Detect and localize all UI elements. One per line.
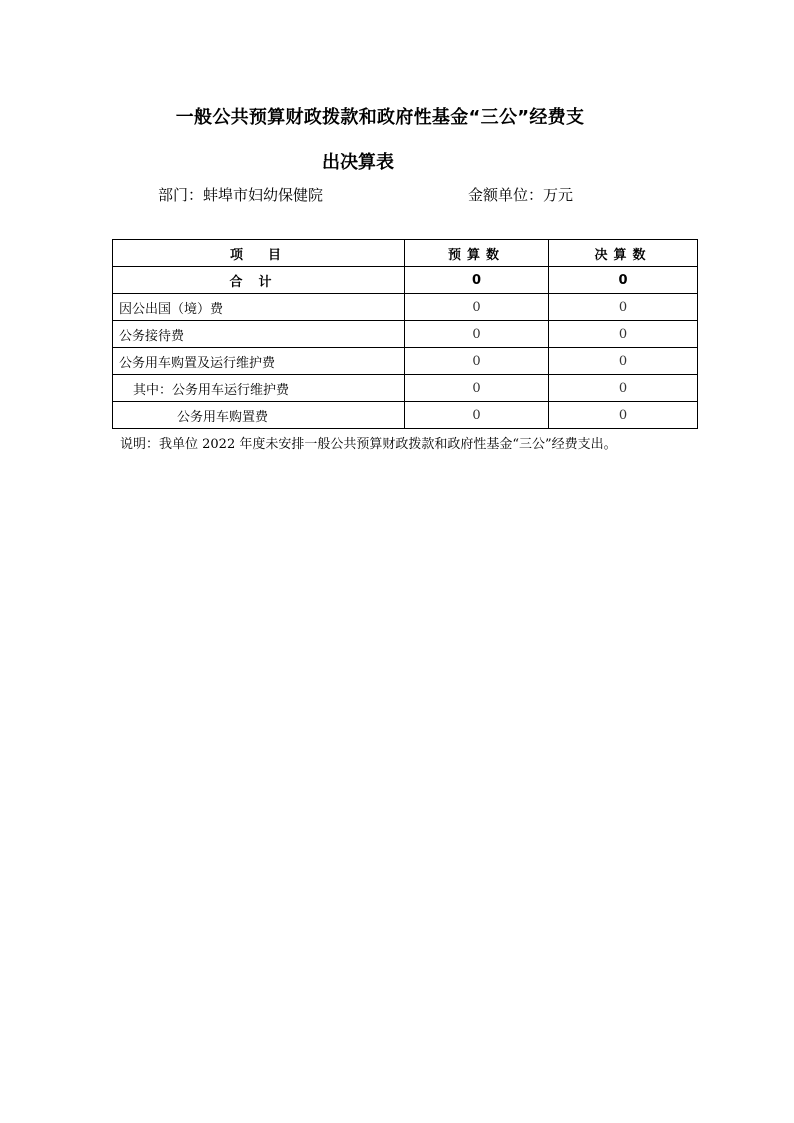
row-label: 其中：公务用车运行维护费 xyxy=(113,375,405,402)
header-final: 决算数 xyxy=(549,240,698,267)
header-budget: 预算数 xyxy=(405,240,549,267)
amount-unit-label: 金额单位：万元 xyxy=(468,186,574,204)
row-budget: 0 xyxy=(405,294,549,321)
row-final: 0 xyxy=(549,402,698,429)
row-label: 公务接待费 xyxy=(113,321,405,348)
row-label: 因公出国（境）费 xyxy=(113,294,405,321)
table-row xyxy=(113,348,698,375)
table-row xyxy=(113,321,698,348)
page-title-line-1: 一般公共预算财政拨款和政府性基金“三公”经费支 xyxy=(175,107,585,128)
table-header-row xyxy=(113,240,698,267)
table-row xyxy=(113,294,698,321)
expense-table xyxy=(112,239,698,429)
row-label: 公务用车购置及运行维护费 xyxy=(113,348,405,375)
table-row xyxy=(113,375,698,402)
row-final: 0 xyxy=(549,321,698,348)
table-note: 说明：我单位 2022 年度未安排一般公共预算财政拨款和政府性基金“三公”经费支出。 xyxy=(120,437,617,452)
table-row xyxy=(113,402,698,429)
row-budget: 0 xyxy=(405,402,549,429)
row-final: 0 xyxy=(549,348,698,375)
total-label: 合计 xyxy=(113,267,405,294)
row-final: 0 xyxy=(549,294,698,321)
row-budget: 0 xyxy=(405,348,549,375)
row-final: 0 xyxy=(549,375,698,402)
page-title-line-2: 出决算表 xyxy=(322,152,394,173)
total-budget: 0 xyxy=(405,267,549,294)
row-budget: 0 xyxy=(405,375,549,402)
row-label: 公务用车购置费 xyxy=(113,402,405,429)
row-budget: 0 xyxy=(405,321,549,348)
department-label: 部门：蚌埠市妇幼保健院 xyxy=(158,186,324,204)
header-item: 项 目 xyxy=(113,240,405,267)
total-final: 0 xyxy=(549,267,698,294)
total-row xyxy=(113,267,698,294)
